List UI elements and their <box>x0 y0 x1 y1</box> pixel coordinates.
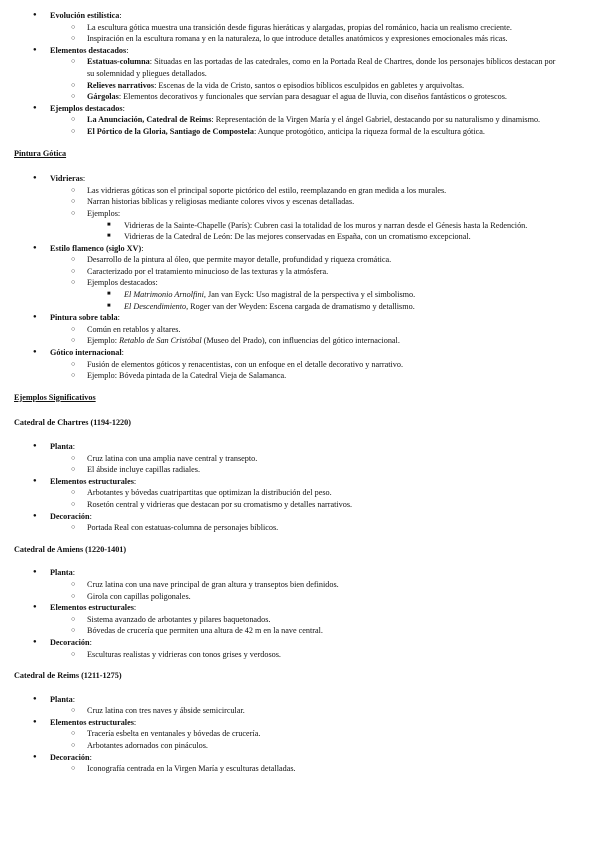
cathedral-title: Catedral de Amiens (1220-1401) <box>14 544 127 554</box>
list-item: ○ Fusión de elementos góticos y renacentistas, con un enfoque en el detalle decorativo y narrativo. <box>14 359 560 371</box>
list-item: ○ Ejemplo: Bóveda pintada de la Catedral Vieja de Salamanca. <box>14 370 560 382</box>
list-item: ○ Ejemplos: <box>14 208 560 220</box>
item-text: (Museo del Prado), con influencias del gótico internacional. <box>201 336 400 346</box>
list-item: ● Vidrieras: <box>14 173 560 185</box>
list-item <box>14 56 560 79</box>
list-item: ○ Común en retablos y altares. <box>14 324 560 336</box>
item-text: : Situadas en las portadas de las catedrales, como en la Portada Real de Chartres, donde los personajes bíblicos destacan por su solemnidad y pliegues detallados. <box>87 57 556 78</box>
list-item: ○ Esculturas realistas y vidrieras con tonos grises y verdosos. <box>14 649 560 661</box>
item-term: Ejemplos destacados <box>50 103 123 113</box>
list-item: ● Decoración: <box>14 637 560 649</box>
list-item: ○ Iconografía centrada en la Virgen María y esculturas detalladas. <box>14 763 560 775</box>
list-item: ○ Cruz latina con tres naves y ábside semicircular. <box>14 705 560 717</box>
list-item <box>14 301 560 313</box>
sculpture-list <box>14 10 560 138</box>
item-term: Estilo flamenco (siglo XV) <box>50 243 142 253</box>
item-text: , Jan van Eyck: Uso magistral de la perspectiva y el simbolismo. <box>203 290 416 300</box>
list-item: ○ Narran historias bíblicas y religiosas mediante colores vivos y escenas detalladas. <box>14 196 560 208</box>
section-heading-ejemplos: Ejemplos Significativos <box>14 392 96 402</box>
list-item: ○ Caracterizado por el tratamiento minucioso de las texturas y la atmósfera. <box>14 266 560 278</box>
item-text: , Roger van der Weyden: Escena cargada de dramatismo y detallismo. <box>186 301 415 311</box>
list-item: ● Elementos estructurales: <box>14 717 560 729</box>
item-text: : Elementos decorativos y funcionales que servían para desaguar el agua de lluvia, con diseños fantásticos o grotescos. <box>118 92 507 102</box>
list-item: ● Planta: <box>14 441 560 453</box>
list-item: ○ Arbotantes adornados con pináculos. <box>14 740 560 752</box>
artwork-title: El Descendimiento <box>124 301 187 311</box>
item-term: Relieves narrativos <box>87 80 155 90</box>
item-term: Vidrieras <box>50 174 83 184</box>
list-item: ● Elementos estructurales: <box>14 476 560 488</box>
cathedral-title: Catedral de Chartres (1194-1220) <box>14 418 131 428</box>
list-item: ○ Cruz latina con una nave principal de gran altura y transeptos bien definidos. <box>14 579 560 591</box>
item-term: Gárgolas <box>87 92 119 102</box>
list-item: ○ Rosetón central y vidrieras que destacan por su cromatismo y detalles narrativos. <box>14 499 560 511</box>
item-term: Elementos estructurales <box>50 603 134 613</box>
list-item: ○ Cruz latina con una amplia nave central y transepto. <box>14 453 560 465</box>
list-item: ■ Vidrieras de la Sainte-Chapelle (París): Cubren casi la totalidad de los muros y narran desde el Génesis hasta la Redención. <box>14 220 560 232</box>
list-item <box>14 335 560 347</box>
item-term: Decoración <box>50 752 90 762</box>
list-item: ● Ejemplos destacados: <box>14 103 560 115</box>
list-item: ○ La escultura gótica muestra una transición desde figuras hieráticas y alargadas, propias del románico, hacia un realismo creciente. <box>14 22 560 34</box>
item-term: Elementos destacados <box>50 45 127 55</box>
painting-list <box>14 173 560 382</box>
list-item <box>14 91 560 103</box>
list-item: ● Decoración: <box>14 511 560 523</box>
cathedral-list <box>14 567 560 660</box>
list-item <box>14 114 560 126</box>
list-item: ○ Las vidrieras góticas son el principal soporte pictórico del estilo, reemplazando en gran medida a los murales. <box>14 185 560 197</box>
item-text: : Representación de la Virgen María y el ángel Gabriel, destacando por su naturalismo y dinamismo. <box>211 115 541 125</box>
item-term: Pintura sobre tabla <box>50 313 118 323</box>
list-item: ○ Ejemplos destacados: <box>14 277 560 289</box>
item-term: Planta <box>50 568 73 578</box>
section-heading-pintura: Pintura Gótica <box>14 148 67 158</box>
item-term: Decoración <box>50 637 90 647</box>
item-term: Elementos estructurales <box>50 717 134 727</box>
item-term: La Anunciación, Catedral de Reims <box>87 115 212 125</box>
item-term: Gótico internacional <box>50 348 122 358</box>
list-item: ● Gótico internacional: <box>14 347 560 359</box>
item-term: Evolución estilística <box>50 11 120 20</box>
list-item: ● Decoración: <box>14 752 560 764</box>
list-item: ● Estilo flamenco (siglo XV): <box>14 243 560 255</box>
list-item: ● Elementos estructurales: <box>14 602 560 614</box>
list-item: ● Evolución estilística: <box>14 10 560 22</box>
list-item: ● Planta: <box>14 567 560 579</box>
list-item: ○ Girola con capillas poligonales. <box>14 591 560 603</box>
item-term: Elementos estructurales <box>50 476 134 486</box>
artwork-title: El Matrimonio Arnolfini <box>124 290 204 300</box>
item-term: Planta <box>50 694 73 704</box>
list-item <box>14 126 560 138</box>
list-item: ○ Tracería esbelta en ventanales y bóvedas de crucería. <box>14 728 560 740</box>
item-text: : Escenas de la vida de Cristo, santos o episodios bíblicos esculpidos en gabletes y arquivoltas. <box>154 80 465 90</box>
item-term: El Pórtico de la Gloria, Santiago de Compostela <box>87 126 254 136</box>
list-item: ○ Sistema avanzado de arbotantes y pilares baquetonados. <box>14 614 560 626</box>
list-item: ○ Bóvedas de crucería que permiten una altura de 42 m en la nave central. <box>14 625 560 637</box>
list-item: ● Pintura sobre tabla: <box>14 312 560 324</box>
list-item: ○ Arbotantes y bóvedas cuatripartitas que optimizan la distribución del peso. <box>14 487 560 499</box>
item-text: : Aunque protogótico, anticipa la riqueza formal de la escultura gótica. <box>253 126 485 136</box>
list-item <box>14 289 560 301</box>
cathedral-list <box>14 694 560 775</box>
item-term: Decoración <box>50 511 90 521</box>
list-item: ○ Portada Real con estatuas-columna de personajes bíblicos. <box>14 522 560 534</box>
cathedral-list <box>14 441 560 534</box>
artwork-title: Retablo de San Cristóbal <box>119 336 202 346</box>
item-term: Planta <box>50 442 73 451</box>
list-item: ○ Inspiración en la escultura romana y en la naturaleza, lo que introduce detalles anatómicos y expresiones emocionales más ricas. <box>14 33 560 45</box>
item-term: Estatuas-columna <box>87 57 150 67</box>
list-item: ■ Vidrieras de la Catedral de León: De las mejores conservadas en España, con un cromatismo excepcional. <box>14 231 560 243</box>
list-item: ○ El ábside incluye capillas radiales. <box>14 464 560 476</box>
cathedral-title: Catedral de Reims (1211-1275) <box>14 671 122 681</box>
list-item <box>14 80 560 92</box>
item-text: Ejemplo: <box>87 336 120 346</box>
list-item: ○ Desarrollo de la pintura al óleo, que permite mayor detalle, profundidad y riqueza cromática. <box>14 254 560 266</box>
list-item: ● Planta: <box>14 694 560 706</box>
list-item: ● Elementos destacados: <box>14 45 560 57</box>
